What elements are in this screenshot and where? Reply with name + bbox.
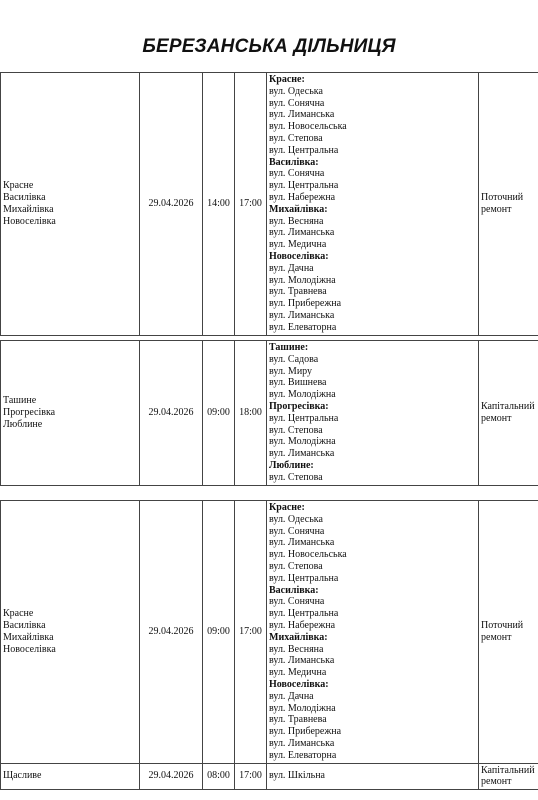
work-type-text: Поточний [481,191,524,203]
village-heading: Михайлівка: [269,631,328,643]
streets-cell [267,763,479,790]
street-item: вул. Центральна [269,180,339,192]
street-item: вул. Сонячна [269,168,325,180]
street-item: вул. Лиманська [269,655,335,667]
street-item: вул. Прибережна [269,298,342,310]
villages-cell [1,763,140,790]
work-type-text: ремонт [481,203,512,215]
street-item: вул. Сонячна [269,97,325,109]
street-item: вул. Степова [269,471,323,483]
work-type-text: Поточний [481,619,524,631]
street-item: вул. Центральна [269,572,339,584]
street-item: вул. Прибережна [269,726,342,738]
table-row [1,73,538,336]
street-item: вул. Молодіжна [269,702,336,714]
work-type-text: Капітальний [481,400,535,412]
work-type-cell [479,73,538,336]
street-item: вул. Весняна [269,643,324,655]
street-item: вул. Миру [269,365,313,377]
village-name: Люблине [3,418,43,430]
street-item: вул. Садова [269,353,319,365]
street-item: вул. Молодіжна [269,274,336,286]
street-item: вул. Лиманська [269,309,335,321]
schedule-table-3 [0,500,538,790]
street-item: вул. Степова [269,424,323,436]
start-time-cell: 08:00 [203,763,235,790]
table-row [1,501,538,764]
end-time-cell: 18:00 [235,341,267,486]
street-item: вул. Весняна [269,215,324,227]
street-item: вул. Степова [269,132,323,144]
street-item: вул. Дачна [269,262,314,274]
village-name: Красне [3,608,34,620]
street-item: вул. Центральна [269,412,339,424]
village-name: Новоселівка [3,215,56,227]
street-item: вул. Лиманська [269,448,335,460]
village-name: Ташине [3,395,37,407]
village-name: Василівка [3,619,46,631]
street-item: вул. Новосельська [269,549,347,561]
start-time-cell: 09:00 [203,341,235,486]
work-type-text: ремонт [481,412,512,424]
village-name: Михайлівка [3,631,54,643]
work-type-text: ремонт [481,631,512,643]
date-cell: 29.04.2026 [140,501,203,764]
street-item: вул. Травнева [269,714,327,726]
street-item: вул. Медична [269,667,327,679]
street-item: вул. Молодіжна [269,436,336,448]
village-heading: Василівка: [269,584,319,596]
village-name: Красне [3,180,34,192]
streets-cell [267,501,479,764]
start-time-cell: 09:00 [203,501,235,764]
page-title: БЕРЕЗАНСЬКА ДІЛЬНИЦЯ [142,36,396,57]
street-item: вул. Вишнева [269,377,327,389]
village-name: Новоселівка [3,643,56,655]
street-item: вул. Лиманська [269,109,335,121]
villages-cell [1,341,140,486]
street-item: вул. Одеська [269,85,323,97]
street-item: вул. Лиманська [269,737,335,749]
village-heading: Красне: [269,502,305,513]
village-heading: Люблине: [269,459,314,471]
street-item: вул. Сонячна [269,525,325,537]
street-item: вул. Елеваторна [269,321,337,333]
village-name: Василівка [3,191,46,203]
date-cell: 29.04.2026 [140,763,203,790]
street-item: вул. Дачна [269,690,314,702]
work-type-text: ремонт [481,776,512,788]
end-time-cell: 17:00 [235,501,267,764]
table-row [1,763,538,790]
date-cell: 29.04.2026 [140,341,203,486]
end-time-cell: 17:00 [235,763,267,790]
schedule-table-2 [0,340,538,486]
village-heading: Прогресівка: [269,400,329,412]
villages-cell [1,501,140,764]
street-item: вул. Одеська [269,513,323,525]
work-type-cell [479,341,538,486]
village-heading: Новоселівка: [269,678,329,690]
street-item: вул. Сонячна [269,596,325,608]
table-row [1,341,538,486]
village-name: Прогресівка [3,406,56,418]
start-time-cell: 14:00 [203,73,235,336]
work-type-cell [479,763,538,790]
village-heading: Михайлівка: [269,203,328,215]
street-item: вул. Центральна [269,144,339,156]
village-heading: Новоселівка: [269,250,329,262]
village-heading: Ташине: [269,342,309,353]
streets-cell [267,341,479,486]
street-item: вул. Шкільна [269,770,325,782]
streets-cell [267,73,479,336]
street-item: вул. Елеваторна [269,749,337,761]
street-item: вул. Центральна [269,608,339,620]
end-time-cell: 17:00 [235,73,267,336]
village-name: Щасливе [3,770,42,782]
date-cell: 29.04.2026 [140,73,203,336]
village-heading: Василівка: [269,156,319,168]
village-heading: Красне: [269,74,305,85]
street-item: вул. Набережна [269,191,336,203]
villages-cell [1,73,140,336]
work-type-text: Капітальний [481,764,535,776]
schedule-table-1 [0,72,538,336]
street-item: вул. Лиманська [269,537,335,549]
village-name: Михайлівка [3,203,54,215]
street-item: вул. Медична [269,239,327,251]
street-item: вул. Травнева [269,286,327,298]
street-item: вул. Молодіжна [269,389,336,401]
street-item: вул. Степова [269,560,323,572]
street-item: вул. Набережна [269,619,336,631]
street-item: вул. Лиманська [269,227,335,239]
street-item: вул. Новосельська [269,121,347,133]
work-type-cell [479,501,538,764]
